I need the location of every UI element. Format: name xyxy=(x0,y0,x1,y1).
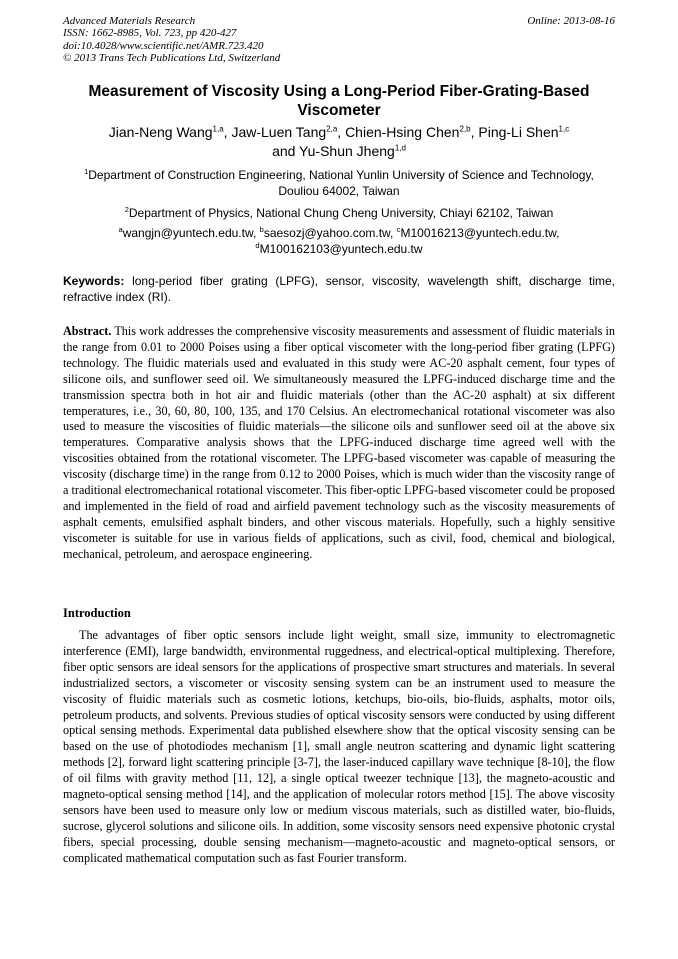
author-list xyxy=(63,123,615,161)
abstract-text: This work addresses the comprehensive viscosity measurements and assessment of fluidic materials in the range from 0.01 to 2000 Poises using a fiber optical viscometer with the long-period fiber grating (LPFG) technology. The fluidic materials used and evaluated in this study were AC-20 asphalt cement, four types of silicone oils, and sunflower seed oil. We simultaneously measured the LPFG-induced discharge time and the transmission spectra both in hot air and fluidic materials (other than the AC-20 asphalt) at six different temperatures, i.e., 30, 60, 80, 100, 135, and 170 Celsius. An electromechanical rotational viscometer was also used to measure the viscosities of fluidic materials—the silicone oils and sunflower seed oil at the above six temperatures. Comparative analysis shows that the LPFG-induced discharge time agreed well with the viscosities obtained from the rotational viscometer. The LPFG-based viscometer was capable of measuring the viscosity (discharge time) in the range from 0.12 to 2000 Poises, which is much wider than the viscosity range of a traditional electromechanical rotational viscometer. This fiber-optic LPFG-based viscometer could be proposed and implemented in the field of road and airfield pavement technology such as the viscosity measurements of asphalt cements, emulsified asphalt binders, and other viscous materials. Hopefully, such a highly sensitive viscometer is suitable for use in various fields of applications, such as civil, food, chemical and biological, mechanical, petroleum, and aerospace engineering. xyxy=(63,324,615,561)
email-sup: a xyxy=(118,225,123,234)
journal-header xyxy=(63,15,423,65)
author-sup: 1,d xyxy=(394,143,406,153)
keywords xyxy=(63,274,615,305)
email-text: M10016213@yuntech.edu.tw, xyxy=(400,226,560,240)
email-sup: c xyxy=(396,225,401,234)
email-sup: d xyxy=(255,240,260,250)
doi-line: doi:10.4028/www.scientific.net/AMR.723.420 xyxy=(63,39,264,52)
author-sup: 2,a xyxy=(326,124,338,134)
affiliation-sup: 2 xyxy=(124,205,129,214)
author-sup: 1,c xyxy=(558,124,570,134)
author-sep: , xyxy=(337,124,346,140)
author-sup: 1,a xyxy=(212,124,224,134)
keywords-label: Keywords: xyxy=(63,274,125,288)
issn-line: ISSN: 1662-8985, Vol. 723, pp 420-427 xyxy=(63,27,237,40)
author-sep: , xyxy=(223,124,232,140)
author-emails xyxy=(63,226,615,257)
online-date: Online: 2013-08-16 xyxy=(527,15,615,27)
author-sup: 2,b xyxy=(459,124,471,134)
email-text: saesozj@yahoo.com.tw, xyxy=(263,226,397,240)
author-name: and Yu-Shun Jheng xyxy=(272,143,395,159)
abstract-label: Abstract. xyxy=(63,324,112,338)
section-heading-introduction: Introduction xyxy=(63,606,131,620)
affiliation-2 xyxy=(63,206,615,222)
affiliation-text: Department of Construction Engineering, National Yunlin University of Science and Technology, Douliou 64002, Taiwan xyxy=(88,168,594,198)
paper-title: Measurement of Viscosity Using a Long-Period Fiber-Grating-Based Viscometer xyxy=(88,83,590,119)
email-sup: b xyxy=(259,225,264,234)
abstract xyxy=(63,324,615,563)
author-name: Chien-Hsing Chen xyxy=(345,124,460,140)
author-name: Ping-Li Shen xyxy=(478,124,559,140)
copyright-line: © 2013 Trans Tech Publications Ltd, Switzerland xyxy=(63,52,281,65)
email-text: M100162103@yuntech.edu.tw xyxy=(259,241,423,256)
affiliation-text: Department of Physics, National Chung Cheng University, Chiayi 62102, Taiwan xyxy=(128,206,554,220)
author-name: Jaw-Luen Tang xyxy=(231,124,327,140)
email-text: wangjn@yuntech.edu.tw, xyxy=(122,226,260,240)
journal-name: Advanced Materials Research xyxy=(63,15,196,27)
keywords-text: long-period fiber grating (LPFG), sensor, viscosity, wavelength shift, discharge time, refractive index (RI). xyxy=(63,274,615,304)
introduction-paragraph: The advantages of fiber optic sensors include light weight, small size, immunity to electromagnetic interference (EMI), large bandwidth, environmental ruggedness, and electrical-optical multiplexing. Therefore, fiber optic sensors are ideal sensors for the applications of prospective smart structures and materials. In several industrialized sectors, a viscometer or viscosity sensing system can be an instrument used to measure the viscosity of fluidic materials such as cosmetic lotions, ketchups, bio-oils, bio-fluids, asphalts, motor oils, petroleum products, and solvents. Previous studies of optical viscosity sensors were conducted by using different optical sensing methods. Experimental data published elsewhere show that the optical viscosity sensing can be based on the use of photodiodes mechanism [1], small angle neutron scattering and dynamic light scattering methods [2], forward light scattering principle [3-7], the laser-induced capillary wave technique [8-10], the flow of oil films with gravity method [11, 12], a single optical tweezer technique [13], the magneto-acoustic and magneto-optical sensing method [14], and the application of molecular rotors method [15]. The above viscosity sensors have been used to measure only low or medium viscous materials, such as distilled water, bio-fluids, sucrose, glycerol solutions and silicone oils. In addition, some viscosity sensors need expensive photonic crystal fibers, special processing, double sensing mechanism—magneto-acoustic and magneto-optical sensors, or complicated mathematical computation such as fast Fourier transform. xyxy=(63,628,615,865)
author-name: Jian-Neng Wang xyxy=(108,124,213,140)
author-sep: , xyxy=(470,124,479,140)
affiliation-1 xyxy=(63,168,615,199)
affiliation-sup: 1 xyxy=(84,167,89,176)
